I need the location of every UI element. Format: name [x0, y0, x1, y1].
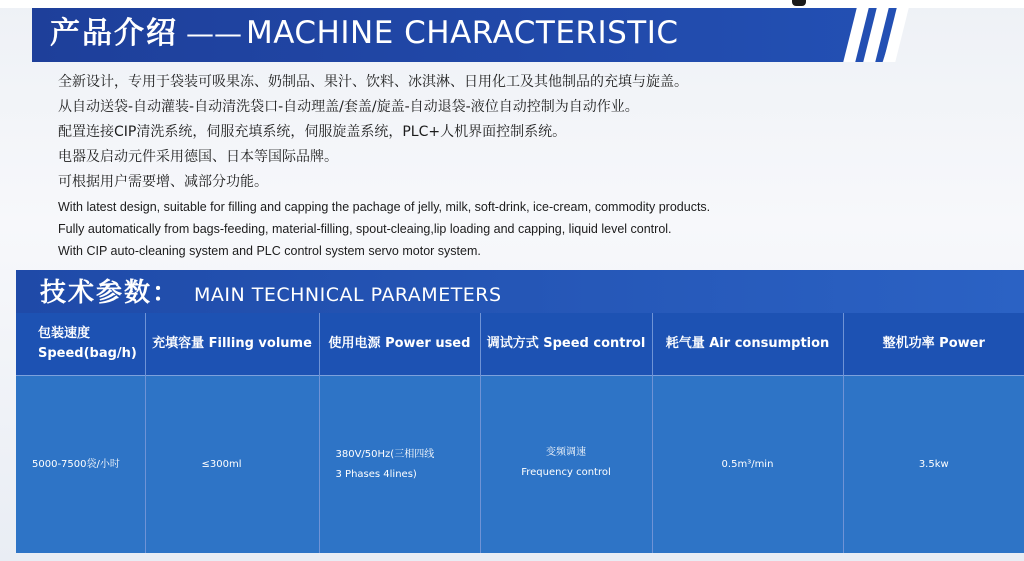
characteristic-title-en: MACHINE CHARACTERISTIC	[246, 15, 679, 51]
column-header-speed-control	[480, 313, 652, 376]
table-row	[16, 376, 1024, 554]
partial-glyph	[792, 0, 806, 6]
parameters-table	[16, 313, 1024, 553]
intro-en-line: With CIP auto-cleaning system and PLC control system servo motor system.	[58, 244, 481, 258]
parameters-header-bar	[16, 270, 1024, 313]
intro-en-line: Fully automatically from bags-feeding, material-filling, spout-cleaing,lip loading and capping, liquid level control.	[58, 222, 672, 236]
characteristic-title	[50, 13, 679, 53]
column-header-zh: 包装速度	[38, 326, 91, 341]
intro-zh-line: 全新设计，专用于袋装可吸果冻、奶制品、果汁、饮料、冰淇淋、日用化工及其他制品的充填与旋盖。	[58, 74, 688, 90]
stripe	[883, 8, 908, 62]
characteristic-title-zh: 产品介绍	[50, 16, 178, 51]
cell-control-line: 变频调速	[546, 446, 586, 458]
cell-filling	[145, 376, 319, 554]
cell-air: 0.5m³/min	[652, 376, 843, 554]
intro-zh-line: 从自动送袋-自动灌装-自动清洗袋口-自动理盖/套盖/旋盖-自动退袋-液位自动控制为自动作业。	[58, 99, 639, 115]
cell-power-line: 3 Phases 4lines)	[335, 468, 417, 480]
column-header-speed	[16, 313, 145, 376]
parameters-title-en: MAIN TECHNICAL PARAMETERS	[194, 284, 502, 306]
parameters-title-zh: 技术参数：	[40, 278, 181, 308]
column-header-zh: 整机功率	[882, 336, 935, 351]
cell-speed: 5000-7500袋/小时	[16, 376, 145, 554]
column-header-en: Speed control	[543, 336, 646, 351]
column-header-air	[652, 313, 843, 376]
column-header-filling	[145, 313, 319, 376]
column-header-en: Filling volume	[208, 336, 312, 351]
intro-zh-line: 配置连接CIP清洗系统，伺服充填系统，伺服旋盖系统，PLC+人机界面控制系统。	[58, 124, 567, 140]
column-header-en: Power used	[385, 336, 471, 351]
column-header-en: Speed(bag/h)	[38, 346, 137, 361]
column-header-en: Air consumption	[709, 336, 830, 351]
table-header-row	[16, 313, 1024, 376]
column-header-en: Power	[939, 336, 985, 351]
title-dash: ——	[186, 17, 242, 50]
cell-filling-value: ≤300ml	[201, 458, 242, 470]
column-header-power	[843, 313, 1024, 376]
cell-power-used	[319, 376, 480, 554]
top-strip	[0, 0, 1024, 8]
parameters-title	[40, 273, 502, 313]
intro-en-line: With latest design, suitable for filling and capping the pachage of jelly, milk, soft-drink, ice-cream, commodity products.	[58, 200, 711, 214]
intro-text	[58, 70, 978, 262]
intro-zh-line: 电器及启动元件采用德国、日本等国际品牌。	[58, 149, 338, 165]
column-header-zh: 充填容量	[152, 336, 205, 351]
header-stripes-decoration	[838, 8, 908, 62]
column-header-zh: 耗气量	[665, 336, 705, 351]
intro-zh-line: 可根据用户需要增、减部分功能。	[58, 174, 268, 190]
column-header-zh: 使用电源	[328, 336, 381, 351]
cell-machine-power: 3.5kw	[843, 376, 1024, 554]
column-header-power-used	[319, 313, 480, 376]
cell-speed-control	[480, 376, 652, 554]
column-header-zh: 调试方式	[486, 336, 539, 351]
cell-power-line: 380V/50Hz(三相四线	[335, 448, 435, 460]
cell-control-line: Frequency control	[521, 466, 611, 478]
